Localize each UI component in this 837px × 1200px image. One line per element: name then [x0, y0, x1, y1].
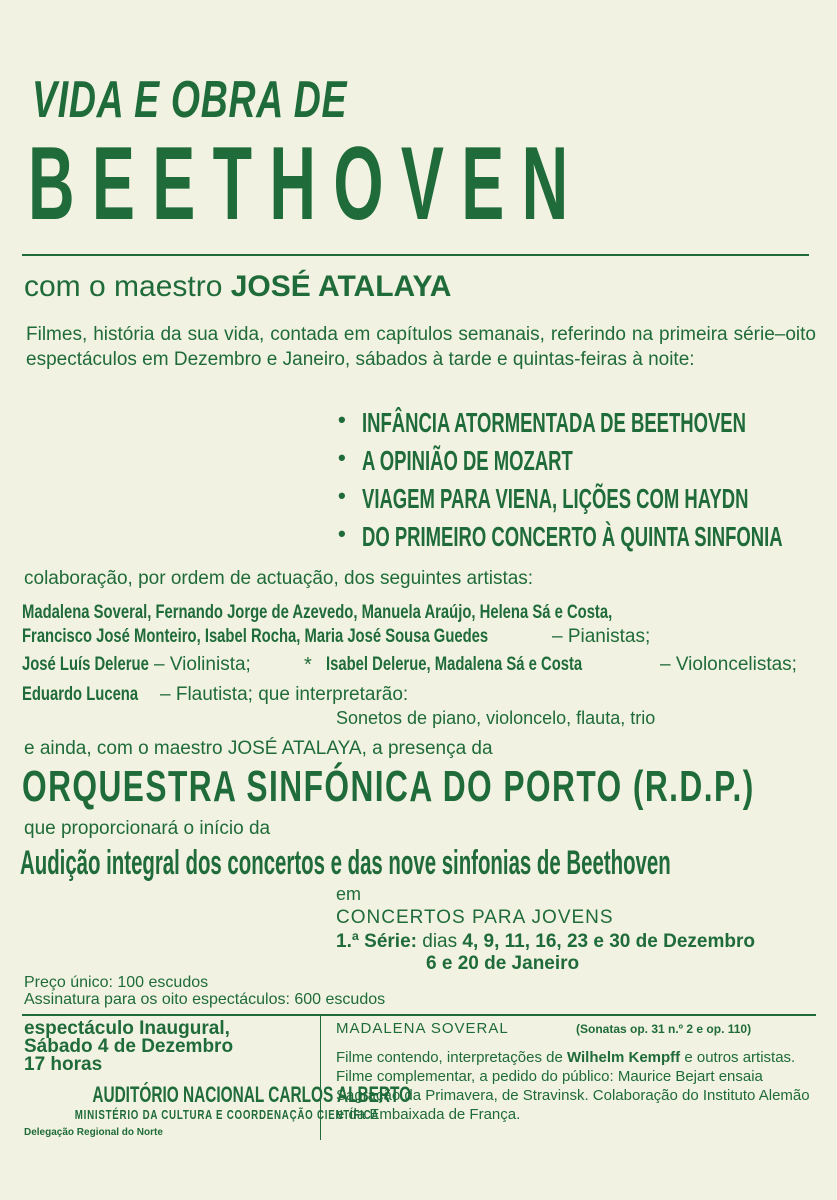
- bullet-icon: •: [338, 407, 346, 432]
- episode-title: INFÂNCIA ATORMENTADA DE BEETHOVEN: [362, 407, 746, 438]
- title-beethoven: BEETHOVEN: [28, 126, 586, 242]
- inaugural-line-1: espectáculo Inaugural,: [24, 1018, 230, 1039]
- series-days-prefix: dias: [422, 931, 458, 952]
- pianist-names: Francisco José Monteiro, Isabel Rocha, Maria José Sousa Guedes: [22, 626, 489, 647]
- pianist-names: Madalena Soveral, Fernando Jorge de Azevedo, Manuela Araújo, Helena Sá e Costa,: [22, 602, 613, 623]
- title-line-1: VIDA E OBRA DE: [32, 71, 348, 129]
- pianists-line-2: [22, 626, 651, 648]
- program-performer: MADALENA SOVERAL: [336, 1020, 509, 1037]
- flautist-role: – Flautista; que interpretarão:: [160, 684, 409, 705]
- pianists-line-1: [22, 602, 779, 624]
- also-line: e ainda, com o maestro JOSÉ ATALAYA, a presença da: [24, 738, 493, 759]
- inaugural-line-3: 17 horas: [24, 1054, 103, 1075]
- bullet-icon: •: [338, 445, 346, 470]
- series-line: [336, 931, 755, 953]
- works-line: Sonetos de piano, violoncelo, flauta, trio: [336, 708, 656, 728]
- asterisk-icon: *: [304, 654, 312, 676]
- audition-headline: Audição integral dos concertos e das nove sinfonias de Beethoven: [20, 844, 671, 882]
- episode-title: DO PRIMEIRO CONCERTO À QUINTA SINFONIA: [362, 521, 783, 552]
- pianist-role: – Pianistas;: [552, 626, 651, 647]
- strings-line: [22, 654, 797, 676]
- violinist-name: José Luís Delerue: [22, 654, 149, 675]
- list-item: [338, 521, 837, 559]
- list-item: [338, 483, 837, 521]
- concerts-title: CONCERTOS PARA JOVENS: [336, 907, 614, 928]
- provide-line: que proporcionará o início da: [24, 818, 271, 839]
- flautist-line: [22, 684, 409, 706]
- inaugural-line-2: Sábado 4 de Dezembro: [24, 1036, 234, 1057]
- em-word: em: [336, 884, 362, 904]
- delegation-name: Delegação Regional do Norte: [24, 1127, 163, 1138]
- episode-title: A OPINIÃO DE MOZART: [362, 445, 573, 476]
- series-january: 6 e 20 de Janeiro: [426, 953, 580, 974]
- subtitle: [24, 270, 451, 304]
- violinist-role: – Violinista;: [154, 654, 251, 675]
- list-item: [338, 445, 837, 483]
- collaboration-intro: colaboração, por ordem de actuação, dos seguintes artistas:: [24, 568, 534, 589]
- film-text-a: Filme contendo, interpretações de: [336, 1049, 567, 1066]
- title-rule: [22, 254, 809, 256]
- program-description: [336, 1048, 816, 1124]
- venue-name: AUDITÓRIO NACIONAL CARLOS ALBERTO: [92, 1082, 412, 1107]
- intro-paragraph: Filmes, história da sua vida, contada em capítulos semanais, referindo na primeira série–oito espectáculos em Dezembro e Janeiro, sábados à tarde e quintas-feiras à noite:: [26, 324, 816, 370]
- subtitle-prefix: com o maestro: [24, 270, 223, 303]
- footer-rule: [22, 1014, 816, 1016]
- episode-title: VIAGEM PARA VIENA, LIÇÕES COM HAYDN: [362, 483, 749, 514]
- orchestra-name: ORQUESTRA SINFÓNICA DO PORTO (R.D.P.): [22, 762, 755, 811]
- bullet-icon: •: [338, 483, 346, 508]
- episode-list: [338, 407, 837, 559]
- list-item: [338, 407, 837, 445]
- single-price: Preço único: 100 escudos: [24, 974, 209, 991]
- ministry-name: MINISTÉRIO DA CULTURA E COORDENAÇÃO CIENTÍFICA: [74, 1107, 380, 1122]
- conductor-name: JOSÉ ATALAYA: [230, 270, 452, 303]
- flautist-name: Eduardo Lucena: [22, 684, 139, 705]
- cellist-names: Isabel Delerue, Madalena Sá e Costa: [326, 654, 583, 675]
- cellist-role: – Violoncelistas;: [660, 654, 797, 675]
- series-label: 1.ª Série:: [336, 931, 417, 952]
- program-sonatas: (Sonatas op. 31 n.º 2 e op. 110): [576, 1022, 752, 1036]
- film-text-b: e outros artistas. Filme complementar, a pedido do público: Maurice Bejart ensaia Sagração da Primavera, de Stravinsk. Colaboração do Instituto Alemão e da Embaixada de França.: [336, 1049, 810, 1123]
- bullet-icon: •: [338, 521, 346, 546]
- subscription-price: Assinatura para os oito espectáculos: 600 escudos: [24, 991, 386, 1008]
- inaugural-info: [24, 1020, 233, 1074]
- film-pianist: Wilhelm Kempff: [566, 1049, 681, 1066]
- series-days: 4, 9, 11, 16, 23 e 30 de Dezembro: [462, 931, 755, 952]
